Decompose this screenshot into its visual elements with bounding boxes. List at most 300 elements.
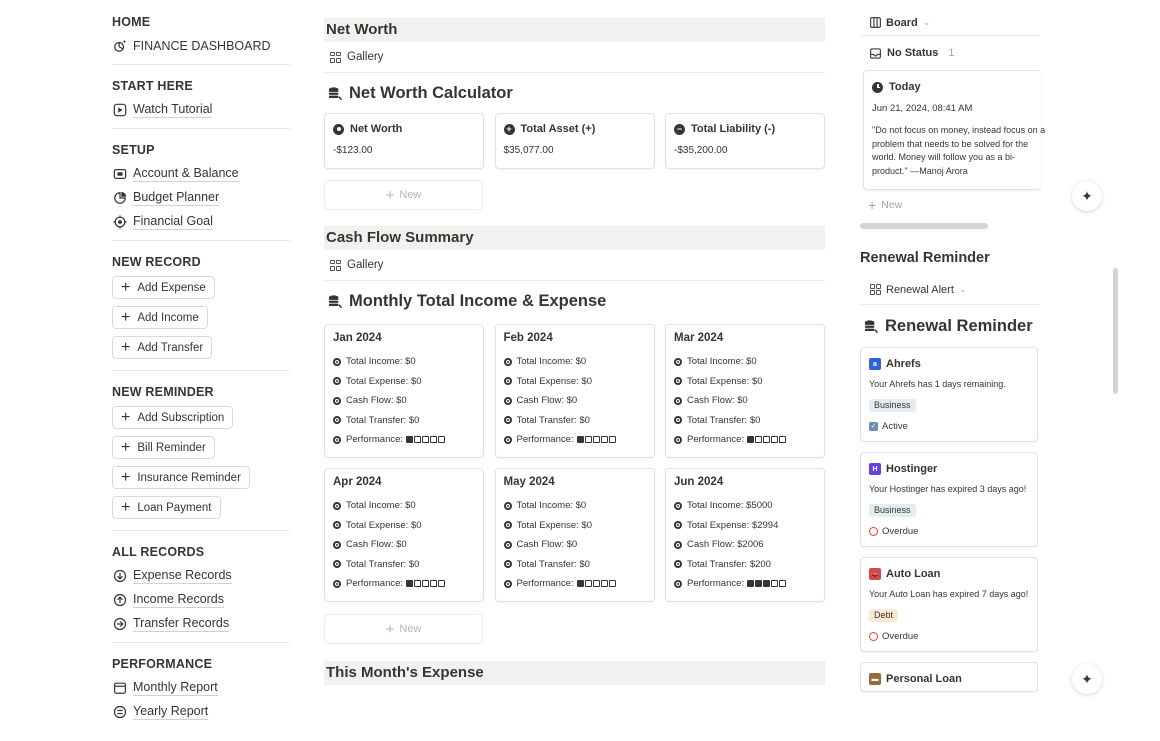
arrow-down-circle-icon [112,569,127,584]
bullet-icon [333,436,341,444]
button-label: Add Transfer [137,341,204,354]
view-tab-board[interactable] [860,10,1040,36]
empty-square [585,580,592,587]
plus-icon: + [385,620,395,638]
month-title: Mar 2024 [674,332,724,344]
month-stat-row [333,352,475,372]
empty-square [601,436,608,443]
button-label: Bill Reminder [137,441,206,454]
minus-circle-icon: − [674,124,685,135]
database-title [324,281,825,321]
add-subscription-button[interactable] [112,406,233,429]
month-stat-text: Total Expense: $2994 [687,519,779,531]
renewal-card-title [869,671,1029,687]
nav-link-label: Watch Tutorial [133,102,213,116]
month-stat-text: Total Transfer: $0 [516,558,590,570]
nav-heading: SETUP [112,143,155,157]
empty-square [422,580,429,587]
empty-square [771,580,778,587]
plus-icon: + [385,186,395,204]
service-logo-icon: a [869,358,881,370]
month-stat-row [333,516,475,536]
renewal-card-title [869,461,1029,477]
nav-heading: NEW REMINDER [112,385,214,399]
new-label: New [399,189,422,201]
month-title: Feb 2024 [503,332,553,344]
arrow-right-circle-icon [112,617,127,632]
empty-square [430,436,437,443]
bullet-icon [504,521,512,529]
button-label: Add Subscription [137,411,225,424]
month-stat-row [674,516,816,536]
nav-link-label: Income Records [133,592,225,606]
renewal-card-title [869,566,1029,582]
filled-square [577,580,584,587]
month-stat-row [674,391,816,411]
bill-reminder-button[interactable] [112,436,215,459]
target-icon [112,215,127,230]
empty-square [438,580,445,587]
status-text: Active [882,420,908,432]
view-tab-label: Board [886,16,918,29]
new-board-card-button[interactable] [860,190,1040,220]
empty-square [438,436,445,443]
month-stat-row [674,496,816,516]
net-worth-heading: Net Worth [324,18,825,42]
view-tab-label: Gallery [347,51,384,63]
bullet-icon [333,560,341,568]
month-stat-text: Total Income: $0 [346,500,416,512]
database-title [860,305,1040,347]
bullet-icon [333,397,341,405]
performance-squares [747,580,786,587]
button-label: Add Income [137,311,199,324]
category-tag: Debt [869,609,898,622]
nav-heading: ALL RECORDS [112,545,205,559]
status-badge [869,416,1029,436]
performance-label: Performance: [346,578,404,590]
performance-squares [577,436,616,443]
month-stat-row [674,352,816,372]
bullet-icon [333,502,341,510]
month-stat-text: Total Transfer: $200 [687,558,771,570]
overdue-ring-icon [869,632,878,641]
performance-squares [406,436,445,443]
plus-icon: + [121,308,131,326]
button-label: Loan Payment [137,501,212,514]
month-performance-row [333,430,475,450]
renewal-reminder-heading: Renewal Reminder [860,250,990,266]
renewal-gallery [860,347,1040,687]
right-column [860,10,1046,687]
sidebar-nav [112,12,290,741]
filled-square [747,580,754,587]
net-worth-gallery [324,113,825,169]
button-label: Add Expense [137,281,206,294]
card-value: -$123.00 [333,145,373,156]
nav-link-label: Yearly Report [133,704,209,718]
nav-section-setup [112,140,290,241]
month-stat-row [674,555,816,575]
cash-flow-heading: Cash Flow Summary [324,226,825,250]
bullet-icon [674,397,682,405]
loan-payment-button[interactable] [112,496,221,519]
service-logo-icon: ▬ [869,673,881,685]
board-card-today[interactable] [863,70,1046,190]
month-stat-text: Total Expense: $0 [687,375,763,387]
category-tag: Business [869,504,916,517]
month-stat-text: Cash Flow: $2006 [687,539,764,551]
month-stat-row [674,535,816,555]
month-stat-text: Total Income: $0 [516,356,587,368]
card-date: Jun 21, 2024, 08:41 AM [872,103,973,114]
card-title [504,122,646,136]
month-title: May 2024 [503,476,555,488]
coins-icon [328,86,343,101]
status-text: Overdue [882,630,919,642]
gallery-icon [330,52,341,63]
bullet-icon [504,358,512,366]
performance-squares [406,580,445,587]
empty-square [779,580,786,587]
empty-square [771,436,778,443]
empty-square [609,436,616,443]
month-card[interactable] [665,324,825,458]
filled-square [763,580,770,587]
database-title [324,73,825,113]
nav-link-expense-records[interactable] [112,564,290,588]
month-stat-text: Cash Flow: $0 [516,395,578,407]
database-title-text: Renewal Reminder [885,316,1033,335]
insurance-reminder-button[interactable] [112,466,250,489]
bullet-icon [504,436,512,444]
view-tab-gallery[interactable] [324,250,825,281]
button-label: Insurance Reminder [137,471,241,484]
card-title [674,122,816,136]
new-month-button[interactable] [324,614,483,644]
empty-square [422,436,429,443]
nav-section-all-records [112,542,290,643]
month-title: Apr 2024 [333,476,382,488]
month-stat-row [333,372,475,392]
month-stat-row [333,555,475,575]
month-performance-row [674,574,816,594]
bullet-icon [504,416,512,424]
card-quote: "Do not focus on money, instead focus on a problem that needs to be solved for the world. Money will follow you as a bi-product." —Manoj Arora [872,125,1046,176]
empty-square [609,580,616,587]
empty-square [593,580,600,587]
month-stat-text: Cash Flow: $0 [687,395,748,407]
plus-icon: + [121,498,131,516]
pie-icon [112,191,127,206]
bullet-icon [504,580,512,588]
nav-link-account-balance[interactable] [112,162,290,186]
empty-square [585,436,592,443]
database-title-text: Monthly Total Income & Expense [349,291,607,310]
card-value: $35,077.00 [503,145,554,156]
nav-heading: HOME [112,15,151,29]
service-logo-icon: 🚗 [869,568,881,580]
service-logo-icon: H [869,463,881,475]
card-title [872,79,1033,95]
clock-icon [872,82,883,93]
gallery-icon [330,260,341,271]
new-label: New [881,199,903,211]
nav-link-watch-tutorial[interactable] [112,98,290,122]
month-stat-text: Total Income: $0 [687,356,757,368]
filled-square [747,436,754,443]
bullet-icon [504,397,512,405]
empty-square [763,436,770,443]
filled-square [577,436,584,443]
new-label: New [399,623,422,635]
nav-link-label: Account & Balance [133,166,239,180]
month-stat-row [674,411,816,431]
total-asset-card[interactable] [495,113,655,169]
month-title: Jun 2024 [674,476,724,488]
month-card[interactable] [324,468,484,602]
bullet-icon [333,358,341,366]
renewal-card-name: Auto Loan [886,568,941,580]
status-badge [869,626,1029,646]
sparkle-icon: ✦ [1081,187,1093,204]
month-stat-row [504,352,646,372]
empty-square [414,580,421,587]
plus-icon: + [121,438,131,456]
renewal-card-desc: Your Ahrefs has 1 days remaining. [869,379,1006,389]
bullet-icon [504,502,512,510]
renewal-card-desc: Your Hostinger has expired 3 days ago! [869,484,1027,494]
renewal-card[interactable] [860,452,1038,547]
month-stat-text: Total Income: $5000 [687,500,773,512]
new-net-worth-button[interactable] [324,180,483,210]
nav-heading: PERFORMANCE [112,657,213,671]
coins-icon [328,294,343,309]
sparkle-graph-icon [112,39,127,54]
vertical-scrollbar[interactable] [1113,268,1118,394]
inbox-icon [870,48,881,59]
bullet-icon [674,358,682,366]
month-stat-row [504,496,646,516]
play-icon [112,103,127,118]
bullet-icon [674,436,682,444]
card-title-text: Total Asset (+) [520,123,596,135]
card-title-text: Total Liability (-) [691,123,776,135]
horizontal-scrollbar[interactable] [860,223,988,229]
board-group-count: 1 [948,47,955,59]
nav-link-label: Transfer Records [133,616,230,630]
empty-square [755,436,762,443]
nav-link-label: Monthly Report [133,680,218,694]
bullet-icon [674,521,682,529]
total-liability-card[interactable] [665,113,825,169]
nav-link-label: FINANCE DASHBOARD [133,38,271,53]
month-stat-text: Total Transfer: $0 [687,414,761,426]
month-stat-row [504,535,646,555]
month-stat-text: Total Income: $0 [346,356,416,368]
month-stat-text: Total Transfer: $0 [346,414,420,426]
month-stat-text: Total Transfer: $0 [346,558,420,570]
nav-link-finance-dashboard[interactable] [112,34,290,58]
nav-link-label: Expense Records [133,568,232,582]
nav-section-performance [112,654,290,730]
bullet-icon [333,416,341,424]
renewal-card[interactable] [860,662,1038,692]
bullet-icon [674,502,682,510]
monthly-gallery [324,324,825,612]
filled-square [406,436,413,443]
month-performance-row [674,430,816,450]
chevron-down-icon: ⌄ [958,284,967,294]
plus-icon: + [868,197,877,213]
database-title-text: Net Worth Calculator [349,83,513,102]
main-content [324,18,825,685]
month-stat-row [504,516,646,536]
month-card[interactable] [495,324,655,458]
add-income-button[interactable] [112,306,208,329]
check-icon: ✓ [870,423,877,430]
plus-icon: + [121,468,131,486]
bullet-icon [333,580,341,588]
nav-link-yearly-report[interactable] [112,700,290,724]
calendar-icon [112,681,127,696]
month-stat-text: Total Expense: $0 [516,519,593,531]
category-tag: Business [869,399,916,412]
month-stat-text: Total Expense: $0 [346,519,422,531]
plus-icon: + [121,408,131,426]
net-worth-card[interactable] [324,113,484,169]
month-stat-text: Cash Flow: $0 [346,395,407,407]
month-stat-row [504,555,646,575]
renewal-card[interactable] [860,347,1038,442]
nav-section-home [112,12,290,65]
filled-square [755,580,762,587]
plus-circle-icon: + [504,124,515,135]
renewal-card-title [869,356,1029,372]
bullet-icon [333,541,341,549]
performance-squares [577,580,616,587]
card-value: -$35,200.00 [674,145,728,156]
wallet-icon [112,167,127,182]
this-month-expense-heading: This Month's Expense [324,661,825,685]
performance-label: Performance: [346,434,404,446]
chevron-down-icon: ⌄ [922,17,931,27]
performance-label: Performance: [687,434,745,446]
month-stat-row [333,535,475,555]
month-performance-row [333,574,475,594]
month-card[interactable] [665,468,825,602]
board-group-header[interactable] [860,36,1040,70]
bullet-icon [504,541,512,549]
ai-sparkle-button[interactable] [1072,181,1102,211]
add-transfer-button[interactable] [112,336,212,359]
nav-link-financial-goal[interactable] [112,210,290,234]
arrow-up-circle-icon [112,593,127,608]
board-group-name: No Status [887,47,939,59]
bullet-icon [504,377,512,385]
empty-square [601,580,608,587]
performance-label: Performance: [516,578,574,590]
bullet-icon [333,521,341,529]
status-text: Overdue [882,525,919,537]
bullet-icon [674,580,682,588]
board-icon [870,17,881,28]
nav-section-new-reminder [112,382,290,531]
renewal-card-name: Ahrefs [886,358,921,370]
month-card[interactable] [495,468,655,602]
month-stat-row [333,411,475,431]
view-tab-renewal-alert[interactable] [860,275,1040,305]
performance-label: Performance: [687,578,745,590]
nav-section-start-here [112,76,290,129]
month-stat-text: Cash Flow: $0 [346,539,407,551]
month-stat-row [504,411,646,431]
nav-link-label: Financial Goal [133,214,213,228]
renewal-card-name: Personal Loan [886,673,962,685]
performance-label: Performance: [516,434,574,446]
month-stat-row [674,372,816,392]
bullet-icon [504,560,512,568]
bullet-icon [333,377,341,385]
nav-link-budget-planner[interactable] [112,186,290,210]
bullet-icon [674,416,682,424]
sparkle-icon: ✦ [1081,670,1093,687]
card-title [333,122,475,136]
month-performance-row [504,574,646,594]
month-stat-text: Total Transfer: $0 [516,414,590,426]
performance-squares [747,436,786,443]
nav-link-label: Budget Planner [133,190,220,204]
bullet-icon [674,560,682,568]
renewal-card[interactable] [860,557,1038,652]
month-performance-row [504,430,646,450]
nav-link-transfer-records[interactable] [112,612,290,636]
empty-square [779,436,786,443]
month-card[interactable] [324,324,484,458]
plus-icon: + [121,338,131,356]
plus-icon: + [121,278,131,296]
renewal-card-desc: Your Auto Loan has expired 7 days ago! [869,589,1029,599]
empty-square [414,436,421,443]
ai-sparkle-button[interactable] [1072,664,1102,694]
view-tab-gallery[interactable] [324,42,825,73]
month-stat-row [504,372,646,392]
filled-square [406,580,413,587]
card-title-text: Net Worth [350,123,403,135]
view-tab-label: Gallery [347,259,384,271]
month-stat-text: Total Income: $0 [516,500,587,512]
add-expense-button[interactable] [112,276,215,299]
month-stat-text: Cash Flow: $0 [516,539,578,551]
coins-icon [864,319,879,334]
bullet-icon [674,541,682,549]
status-badge [869,521,1029,541]
month-stat-text: Total Expense: $0 [516,375,593,387]
nav-heading: NEW RECORD [112,255,201,269]
month-stat-row [504,391,646,411]
renewal-card-name: Hostinger [886,463,938,475]
card-title-text: Today [889,81,921,93]
gallery-icon [870,284,881,295]
dot-circle-icon [333,124,344,135]
list-circle-icon [112,705,127,720]
nav-link-income-records[interactable] [112,588,290,612]
nav-link-monthly-report[interactable] [112,676,290,700]
nav-section-new-record [112,252,290,371]
month-stat-text: Total Expense: $0 [346,375,422,387]
empty-square [593,436,600,443]
empty-square [430,580,437,587]
